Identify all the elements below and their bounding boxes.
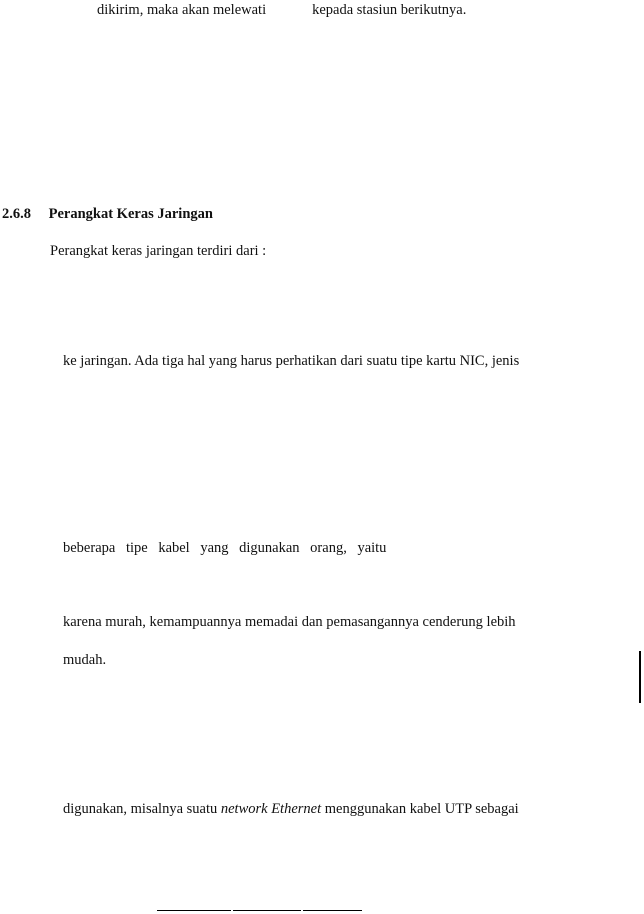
section-number: 2.6.8 (2, 206, 31, 222)
text-line-dikirim (97, 3, 466, 18)
footnote-rule-2 (233, 910, 301, 911)
margin-bar (639, 651, 641, 703)
intro-line: Perangkat keras jaringan terdiri dari : (50, 243, 267, 259)
text-fragment-dikirim: dikirim, maka akan melewati (97, 2, 267, 18)
text-line-mudah: mudah. (63, 652, 107, 668)
section-heading (2, 207, 213, 222)
text-line-karena: karena murah, kemampuannya memadai dan pemasangannya cenderung lebih (63, 614, 516, 630)
text-line-nic: ke jaringan. Ada tiga hal yang harus perhatikan dari suatu tipe kartu NIC, jenis (63, 353, 520, 369)
footnote-rule-1 (157, 910, 231, 911)
text-fragment-digunakan: digunakan, misalnya suatu (63, 801, 218, 817)
text-line-kabel: beberapa tipe kabel yang digunakan orang, yaitu (63, 540, 387, 556)
text-fragment-kepada: kepada stasiun berikutnya. (312, 2, 467, 18)
text-fragment-network-ethernet: network Ethernet (220, 801, 322, 817)
text-line-digunakan (63, 802, 519, 817)
section-title: Perangkat Keras Jaringan (48, 206, 213, 222)
footnote-rule-3 (303, 910, 362, 911)
text-fragment-utp: menggunakan kabel UTP sebagai (324, 801, 519, 817)
